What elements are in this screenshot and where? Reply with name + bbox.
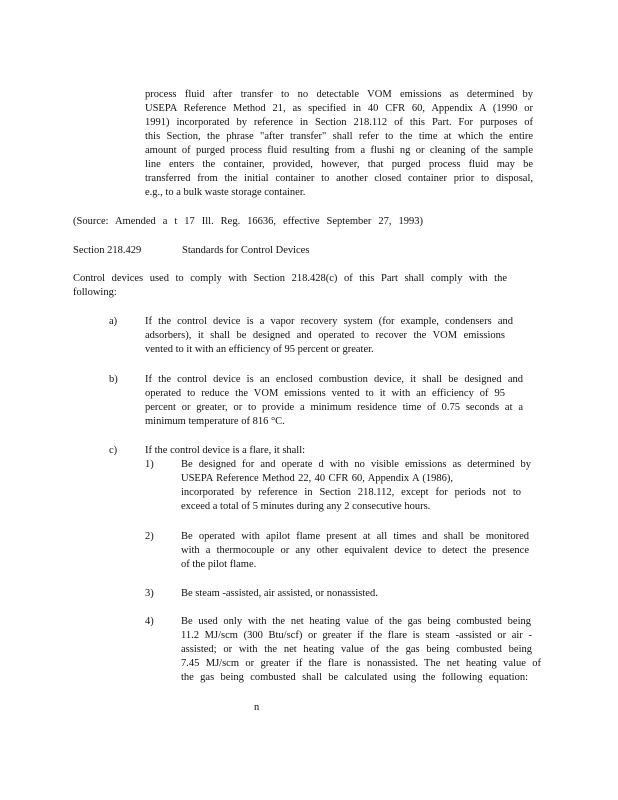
subitem-4-text	[181, 615, 541, 685]
text-line: 7.45 MJ/scm or greater if the flare is nonassisted. The net heating value of	[181, 658, 541, 669]
section-heading	[73, 244, 433, 258]
text-line: this Section, the phrase "after transfer" shall refer to the time at which the entire	[145, 131, 533, 142]
text-line: 11.2 MJ/scm (300 Btu/scf) or greater if the flare is steam -assisted or air -	[181, 630, 532, 641]
text-line: following:	[73, 287, 117, 298]
text-line: exceed a total of 5 minutes during any 2 consecutive hours.	[181, 501, 431, 512]
text-line: minimum temperature of 816 °C.	[145, 416, 285, 427]
text-line: USEPA Reference Method 22, 40 CFR 60, Appendix A (1986),	[181, 473, 453, 484]
text-line: incorporated by reference in Section 218.112, except for periods not to	[181, 487, 521, 498]
item-c-lead	[145, 444, 395, 458]
item-label: b)	[109, 374, 118, 385]
intro-paragraph	[73, 272, 507, 300]
section-number: Section 218.429	[73, 245, 142, 256]
subitem-label: 1)	[145, 459, 154, 470]
text-line: Be used only with the net heating value of the gas being combusted being	[181, 616, 531, 627]
subitem-2-text	[181, 530, 529, 572]
text-line: process fluid after transfer to no detectable VOM emissions as determined by	[145, 89, 533, 100]
item-label: c)	[109, 445, 118, 456]
subitem-label: 2)	[145, 531, 154, 542]
text-line: Control devices used to comply with Section 218.428(c) of this Part shall comply with the	[73, 273, 507, 284]
text-line: the gas being combusted shall be calculated using the following equation:	[181, 672, 528, 683]
source-note-text: (Source: Amended a t 17 Ill. Reg. 16636, effective September 27, 1993)	[73, 216, 423, 227]
subitem-label: 4)	[145, 616, 154, 627]
text-line: with a thermocouple or any other equivalent device to detect the presence	[181, 545, 529, 556]
text-line: If the control device is an enclosed combustion device, it shall be designed and	[145, 374, 523, 385]
text-line: Be operated with apilot flame present at all times and shall be monitored	[181, 531, 529, 542]
text-line: If the control device is a vapor recovery system (for example, condensers and	[145, 316, 513, 327]
text-line: vented to it with an efficiency of 95 percent or greater.	[145, 344, 374, 355]
source-note	[73, 215, 423, 229]
item-b-text	[145, 373, 523, 429]
subitem-3-text	[181, 587, 421, 601]
text-line: e.g., to a bulk waste storage container.	[145, 187, 306, 198]
text-line: assisted; or with the net heating value of the gas being combusted being	[181, 644, 532, 655]
text-line: operated to reduce the VOM emissions vented to it with an efficiency of 95	[145, 388, 505, 399]
subitem-label: 3)	[145, 588, 154, 599]
item-a-text	[145, 315, 513, 357]
text-line: amount of purged process fluid resulting from a flushi ng or cleaning of the sample	[145, 145, 533, 156]
text-line: adsorbers), it shall be designed and operated to recover the VOM emissions	[145, 330, 505, 341]
subitem-1-text	[181, 458, 531, 514]
text-line: transferred from the initial container to another closed container prior to disposal,	[145, 173, 533, 184]
text-line: percent or greater, or to provide a minimum residence time of 0.75 seconds at a	[145, 402, 523, 413]
text-line: If the control device is a flare, it shall:	[145, 445, 306, 456]
section-title: Standards for Control Devices	[182, 245, 310, 256]
text-line: Be steam -assisted, air assisted, or nonassisted.	[181, 588, 378, 599]
item-label: a)	[109, 316, 118, 327]
text-line: 1991) incorporated by reference in Section 218.112 of this Part. For purposes of	[145, 117, 533, 128]
text-line: of the pilot flame.	[181, 559, 257, 570]
text-line: Be designed for and operate d with no visible emissions as determined by	[181, 459, 531, 470]
text-line: line enters the container, provided, however, that purged process fluid may be	[145, 159, 533, 170]
equation-fragment: n	[254, 702, 260, 713]
text-line: USEPA Reference Method 21, as specified in 40 CFR 60, Appendix A (1990 or	[145, 103, 533, 114]
carryover-paragraph	[145, 88, 533, 200]
